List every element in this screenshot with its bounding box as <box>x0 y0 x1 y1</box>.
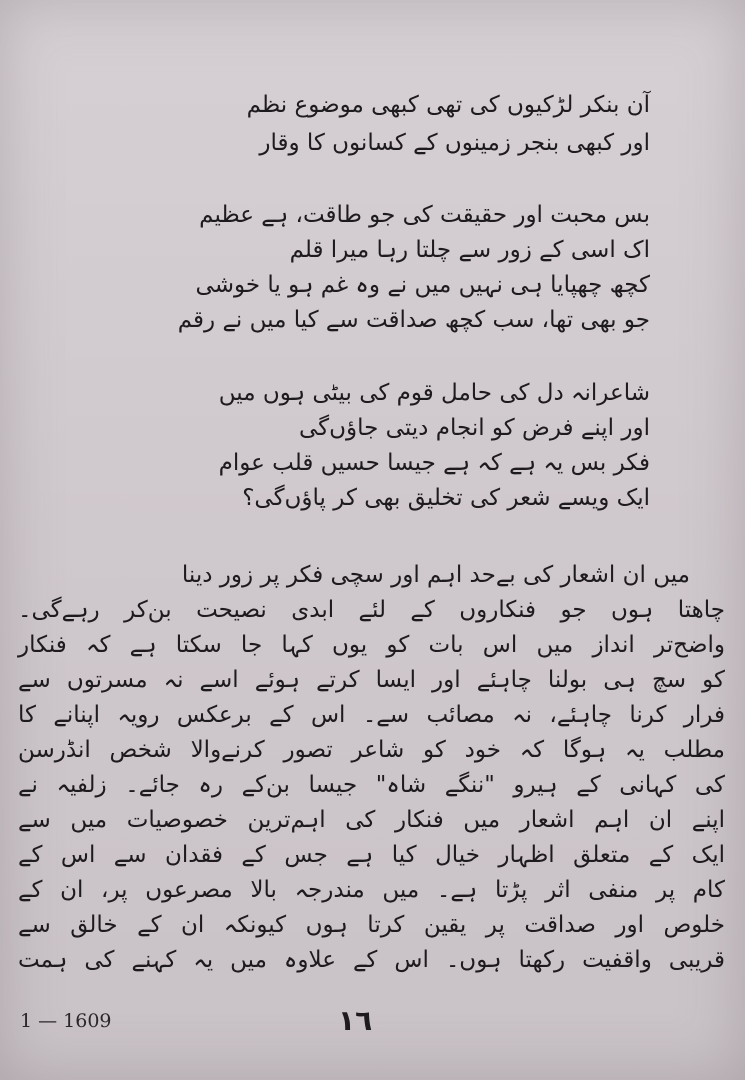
prose-line: کام پر منفی اثر پڑتا ہے۔ میں مندرجہ بالا مصرعوں پر، ان کے <box>18 877 725 903</box>
print-code: 1 — 1609 <box>20 1010 112 1032</box>
prose-line: اپنے ان اہم اشعار میں فنکار کی اہم‌ترین خصوصیات میں سے <box>18 807 725 833</box>
page-number: ١٦ <box>338 1004 373 1037</box>
poem-line: آن بنکر لڑکیوں کی تھی کبھی موضوع نظم <box>246 92 650 118</box>
prose-line: کی کہانی کے ہیرو "ننگے شاہ" جیسا بن‌کے رہ جائے۔ زلفیہ نے <box>18 772 725 798</box>
poem-line: بس محبت اور حقیقت کی جو طاقت، ہے عظیم <box>199 202 650 228</box>
poem-line: شاعرانہ دل کی حامل قوم کی بیٹی ہوں میں <box>218 380 650 406</box>
poem-line: فکر بس یہ ہے کہ ہے جیسا حسیں قلب عوام <box>218 450 650 476</box>
poem-line: اور اپنے فرض کو انجام دیتی جاؤں‌گی <box>299 415 650 441</box>
poem-line: کچھ چھپایا ہی نہیں میں نے وہ غم ہو یا خوشی <box>195 272 650 298</box>
poem-line: جو بھی تھا، سب کچھ صداقت سے کیا میں نے رقم <box>177 307 650 333</box>
prose-line: خلوص اور صداقت پر یقین کرتا ہوں کیونکہ ان کے خالق سے <box>18 912 725 938</box>
prose-line: کو سچ ہی بولنا چاہئے اور ایسا کرتے ہوئے اسے نہ مسرتوں سے <box>18 667 725 693</box>
prose-line: میں ان اشعار کی بےحد اہم اور سچی فکر پر زور دینا <box>181 562 690 588</box>
prose-line: قریبی واقفیت رکھتا ہوں۔ اس کے علاوہ میں یہ کہنے کی ہمت <box>18 947 725 973</box>
prose-line: واضح‌تر انداز میں اس بات کو یوں کہا جا سکتا ہے کہ فنکار <box>18 632 725 658</box>
prose-line: مطلب یہ ہوگا کہ خود کو شاعر تصور کرنےوالا شخص انڈرسن <box>18 737 725 763</box>
prose-line: فرار کرنا چاہئے، نہ مصائب سے۔ اس کے برعکس رویہ اپنانے کا <box>18 702 725 728</box>
prose-line: ایک کے متعلق اظہار خیال کیا ہے جس کے فقدان سے اس کے <box>18 842 725 868</box>
poem-line: ایک ویسے شعر کی تخلیق بھی کر پاؤں‌گی؟ <box>242 485 650 511</box>
poem-line: اک اسی کے زور سے چلتا رہا میرا قلم <box>289 237 650 263</box>
poem-line: اور کبھی بنجر زمینوں کے کسانوں کا وقار <box>259 130 650 156</box>
prose-line: چاهتا ہوں جو فنکاروں کے لئے ابدی نصیحت بن‌کر رہےگی۔ <box>18 597 725 623</box>
